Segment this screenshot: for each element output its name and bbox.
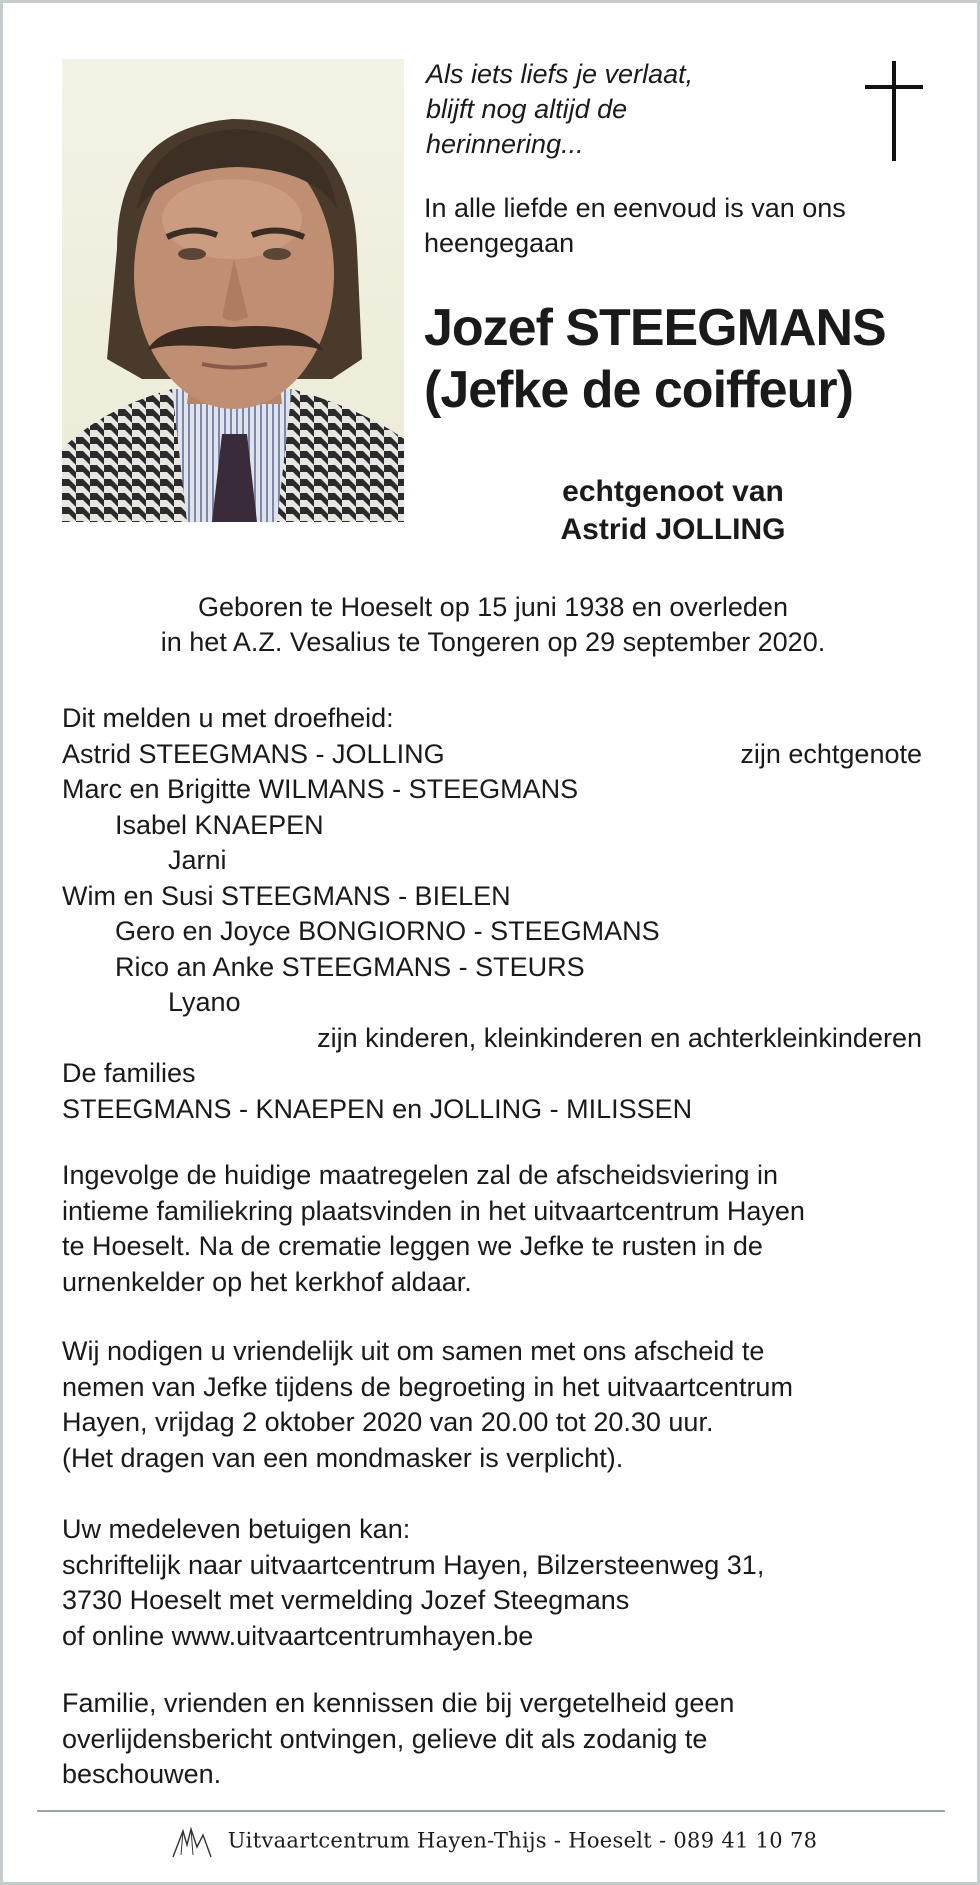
paragraph-line: of online www.uitvaartcentrumhayen.be: [62, 1620, 534, 1651]
relative-name: Rico an Anke STEEGMANS - STEURS: [115, 951, 585, 982]
deceased-name-block: [424, 297, 944, 421]
relatives-heading: Dit melden u met droefheid:: [62, 703, 394, 733]
death-line: in het A.Z. Vesalius te Tongeren op 29 september 2020.: [160, 627, 826, 657]
memorial-quote: [426, 57, 756, 162]
paragraph-line: Uw medeleven betuigen kan:: [62, 1514, 411, 1544]
paragraph-line: te Hoeselt. Na de crematie leggen we Jefke te rusten in de: [62, 1231, 763, 1261]
paragraph-line: 3730 Hoeselt met vermelding Jozef Steegmans: [62, 1585, 630, 1615]
intro-text: [424, 191, 924, 261]
paragraph-line: Familie, vrienden en kennissen die bij vergetelheid geen: [62, 1688, 735, 1718]
relatives-list: [62, 701, 922, 1127]
deceased-nickname: (Jefke de coiffeur): [424, 361, 853, 419]
relative-name: Lyano: [168, 987, 241, 1017]
families-heading: De families: [62, 1058, 196, 1088]
relative-role: zijn echtgenote: [740, 738, 922, 769]
visitation-paragraph: [62, 1334, 922, 1476]
relative-name: Jarni: [168, 845, 227, 875]
paragraph-line: urnenkelder op het kerkhof aldaar.: [62, 1266, 472, 1297]
relative-role: zijn kinderen, kleinkinderen en achterkleinkinderen: [317, 1022, 922, 1053]
paragraph-line: Wij nodigen u vriendelijk uit om samen met ons afscheid te: [62, 1336, 765, 1366]
relative-name: Astrid STEEGMANS - JOLLING: [62, 738, 445, 769]
paragraph-line: beschouwen.: [62, 1759, 222, 1789]
relative-name: Marc en Brigitte WILMANS - STEEGMANS: [62, 774, 579, 804]
intro-line: In alle liefde en eenvoud is van ons: [424, 193, 846, 223]
paragraph-line: (Het dragen van een mondmasker is verplicht).: [62, 1442, 624, 1473]
paragraph-line: Ingevolge de huidige maatregelen zal de afscheidsviering in: [62, 1160, 778, 1190]
birth-line: Geboren te Hoeselt op 15 juni 1938 en overleden: [198, 592, 788, 622]
funeral-home-contact: Uitvaartcentrum Hayen-Thijs - Hoeselt - 089 41 10 78: [227, 1828, 818, 1853]
relative-name: Isabel KNAEPEN: [115, 809, 324, 840]
ceremony-paragraph: [62, 1158, 922, 1300]
spouse-block: [473, 473, 873, 549]
relative-name: Wim en Susi STEEGMANS - BIELEN: [62, 880, 511, 911]
closing-paragraph: [62, 1686, 922, 1793]
families-names: STEEGMANS - KNAEPEN en JOLLING - MILISSEN: [62, 1093, 693, 1124]
footer-divider: [37, 1810, 945, 1812]
funeral-home-logo-icon: [169, 1825, 215, 1859]
portrait-photo: [62, 59, 404, 522]
condolences-paragraph: [62, 1512, 922, 1654]
birth-death-info: [43, 590, 943, 660]
spouse-name: Astrid JOLLING: [560, 513, 786, 546]
funeral-home-footer: [3, 1825, 980, 1859]
quote-line: blijft nog altijd de: [426, 94, 628, 124]
relative-name: Gero en Joyce BONGIORNO - STEEGMANS: [115, 916, 660, 946]
quote-line: herinnering...: [426, 129, 584, 159]
spouse-label: echtgenoot van: [562, 475, 784, 508]
paragraph-line: Hayen, vrijdag 2 oktober 2020 van 20.00 tot 20.30 uur.: [62, 1407, 714, 1437]
paragraph-line: nemen van Jefke tijdens de begroeting in het uitvaartcentrum: [62, 1371, 793, 1402]
paragraph-line: intieme familiekring plaatsvinden in het uitvaartcentrum Hayen: [62, 1195, 805, 1226]
deceased-name: Jozef STEEGMANS: [424, 299, 886, 357]
relatives-row: [62, 737, 922, 773]
intro-line: heengegaan: [424, 228, 575, 258]
latin-cross-icon: [865, 61, 923, 161]
quote-line: Als iets liefs je verlaat,: [426, 59, 694, 89]
paragraph-line: schriftelijk naar uitvaartcentrum Hayen, Bilzersteenweg 31,: [62, 1549, 765, 1580]
paragraph-line: overlijdensbericht ontvingen, gelieve dit als zodanig te: [62, 1723, 708, 1754]
portrait-image: [62, 59, 404, 522]
